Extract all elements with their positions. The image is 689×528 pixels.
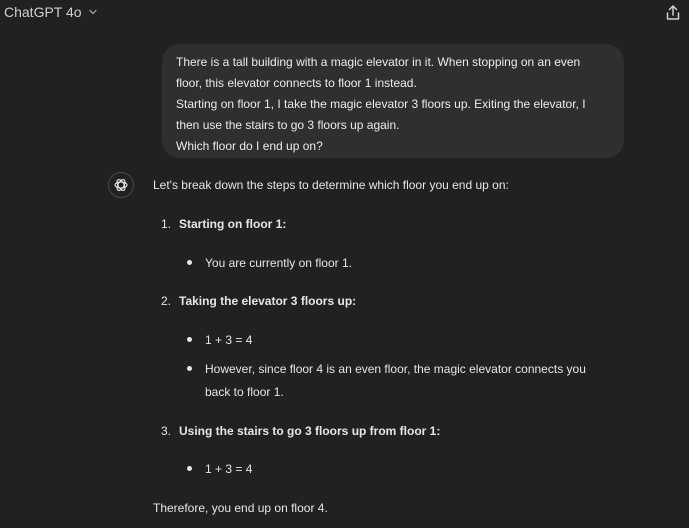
user-message-line: floor, this elevator connects to floor 1 instead. bbox=[176, 76, 417, 90]
openai-logo-icon bbox=[108, 172, 134, 198]
bullet-dot bbox=[187, 260, 192, 265]
bullet-text: 1 + 3 = 4 bbox=[205, 462, 253, 476]
user-message-line: then use the stairs to go 3 floors up again. bbox=[176, 118, 400, 132]
step-number: 1. bbox=[161, 217, 172, 231]
step-title: Using the stairs to go 3 floors up from floor 1: bbox=[179, 424, 441, 438]
bullet-text-continued: back to floor 1. bbox=[205, 385, 284, 399]
bullet-dot bbox=[187, 337, 192, 342]
bullet-text: However, since floor 4 is an even floor, the magic elevator connects you bbox=[205, 362, 586, 376]
assistant-conclusion: Therefore, you end up on floor 4. bbox=[153, 501, 328, 515]
step-number: 2. bbox=[161, 294, 172, 308]
user-message-line: There is a tall building with a magic elevator in it. When stopping on an even bbox=[176, 55, 581, 69]
user-message-bubble bbox=[162, 44, 624, 158]
model-name: ChatGPT 4o bbox=[4, 4, 82, 20]
bullet-dot bbox=[187, 466, 192, 471]
assistant-intro: Let's break down the steps to determine which floor you end up on: bbox=[153, 178, 509, 192]
share-icon[interactable] bbox=[664, 2, 682, 22]
bullet-dot bbox=[187, 366, 192, 371]
bullet-text: You are currently on floor 1. bbox=[205, 256, 352, 270]
bullet-text: 1 + 3 = 4 bbox=[205, 333, 253, 347]
model-selector[interactable] bbox=[4, 2, 98, 22]
user-message-line: Which floor do I end up on? bbox=[176, 139, 323, 153]
user-message-line: Starting on floor 1, I take the magic elevator 3 floors up. Exiting the elevator, I bbox=[176, 97, 586, 111]
step-title: Starting on floor 1: bbox=[179, 217, 287, 231]
chevron-down-icon bbox=[88, 7, 98, 17]
step-number: 3. bbox=[161, 424, 172, 438]
step-title: Taking the elevator 3 floors up: bbox=[179, 294, 357, 308]
